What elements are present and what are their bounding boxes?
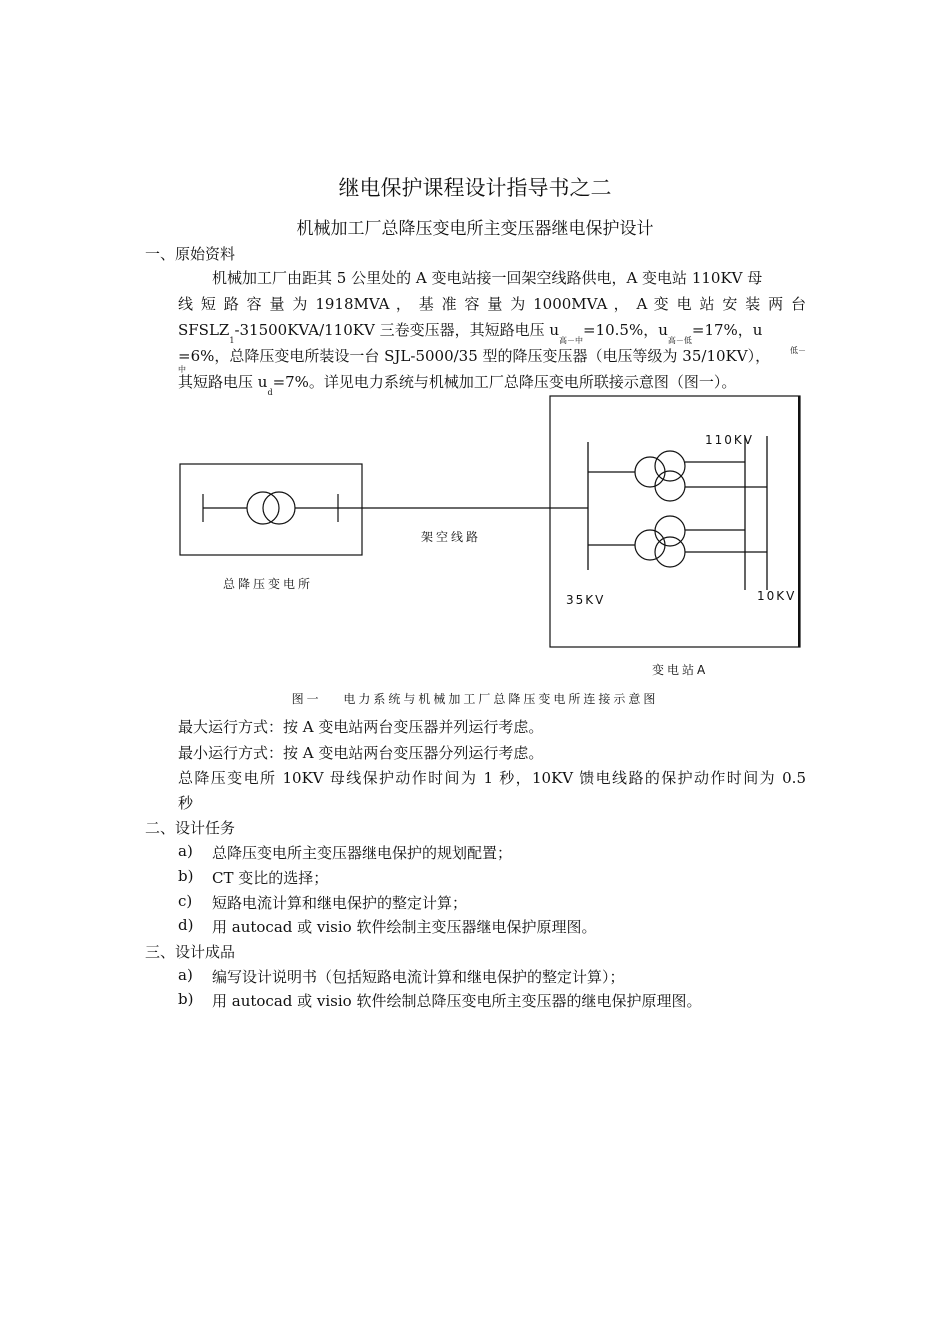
diagram-caption: 图一 电力系统与机械加工厂总降压变电所连接示意图 (291, 692, 659, 706)
plant-substation-box (180, 464, 362, 555)
station-a-label: 变电站A (652, 663, 709, 677)
plant-substation-label: 总降压变电所 (223, 577, 314, 591)
max-operation-mode: 最大运行方式：按 A 变电站两台变压器并列运行考虑。 (178, 718, 544, 736)
paragraph-line-2: 线 短 路 容 量 为 1918MVA ， 基 准 容 量 为 1000MVA ， A 变 电 站 安 装 两 台 (178, 295, 806, 313)
label-10kv: 10KV (757, 589, 797, 603)
paragraph-line-1: 机械加工厂由距其 5 公里处的 A 变电站接一回架空线路供电，A 变电站 110KV 母 (212, 269, 763, 287)
section-heading-design-tasks: 二、设计任务 (145, 819, 236, 837)
min-operation-mode: 最小运行方式：按 A 变电站两台变压器分列运行考虑。 (178, 744, 544, 762)
protection-time-line-2: 秒 (178, 794, 194, 812)
document-title: 继电保护课程设计指导书之二 (338, 176, 612, 200)
station-transformer-2 (588, 516, 767, 567)
section-heading-deliverables: 三、设计成品 (145, 943, 236, 961)
document-subtitle: 机械加工厂总降压变电所主变压器继电保护设计 (296, 219, 654, 239)
source-data-paragraph (178, 265, 806, 395)
label-35kv: 35KV (566, 593, 606, 607)
protection-time-line-1: 总降压变电所 10KV 母线保护动作时间为 1 秒，10KV 馈电线路的保护动作时间为 0.5 (178, 769, 806, 787)
paragraph-line-4: 中 =6%，总降压变电所装设一台 SJL-5000/35 型的降压变压器（电压等级为 35/10KV）， (178, 347, 771, 374)
station-transformer-1 (588, 451, 767, 501)
connection-diagram (0, 390, 950, 690)
paragraph-line-3: $SFSLZ_1-31500KVA/110KV$ 三卷变压器，其短路电压 $u_{高-中}=10.5\%$，$u_{高-低}=17\%$，u 低－ (178, 321, 806, 355)
section-heading-source-data: 一、原始资料 (145, 245, 236, 263)
paragraph-line-5: 其短路电压 $u_d=7\%$。详见电力系统与机械加工厂总降压变电所联接示意图（图一）。 (178, 373, 737, 397)
label-110kv: 110KV (705, 433, 754, 447)
overhead-line-label: 架空线路 (421, 530, 482, 544)
